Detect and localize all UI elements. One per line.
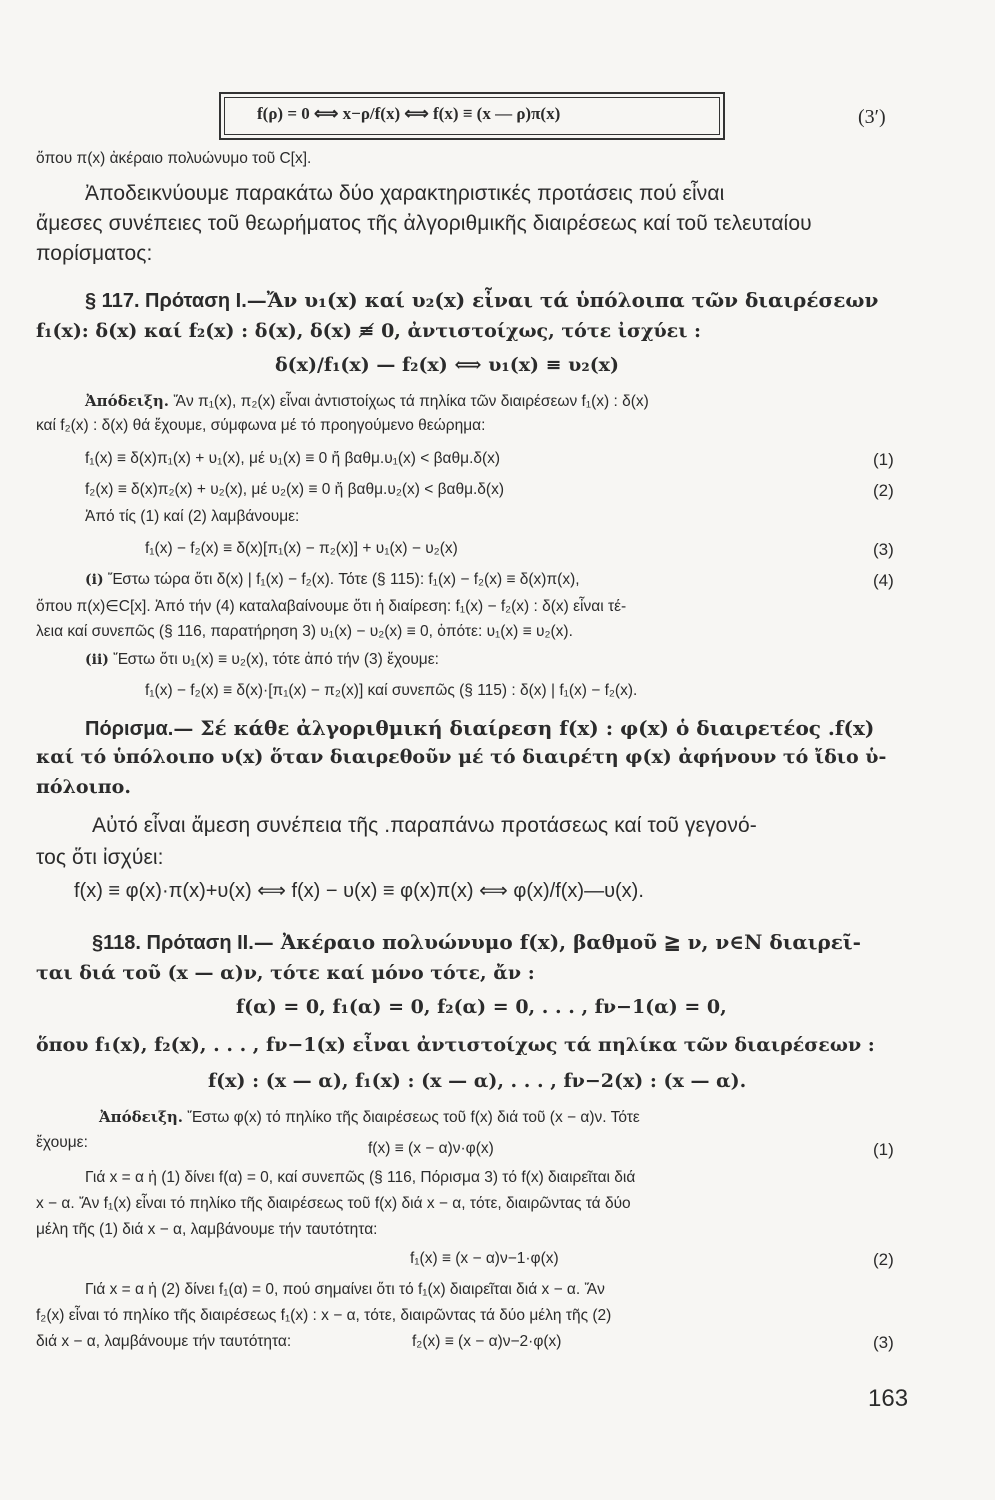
proposition-117-label: § 117. Πρόταση I. — [85, 290, 247, 312]
corollary-formula: f(x) ≡ φ(x)·π(x)+υ(x) ⟺ f(x) − υ(x) ≡ φ(x)π(x) ⟺ φ(x)/f(x)—υ(x). — [74, 880, 644, 902]
proof-1-line-2: καί f₂(x) : δ(x) θά ἔχουμε, σύμφωνα μέ τό προηγούμενο θεώρημα: — [36, 417, 486, 434]
case-i-line-1 — [85, 571, 580, 589]
corollary-remark-2: τος ὅτι ἰσχύει: — [36, 846, 164, 869]
proof-2-line-8: f₂(x) εἶναι τό πηλίκο τῆς διαιρέσεως f₁(x) : x − α, τότε, διαιρῶντας τά δύο μέλη τῆς (2) — [36, 1307, 612, 1324]
pi-definition: ὅπου π(x) ἀκέραιο πολυώνυμο τοῦ C[x]. — [36, 150, 312, 167]
case-i-label: (i) — [85, 572, 104, 588]
proposition-118-conditions: f(α) = 0, f₁(α) = 0, f₂(α) = 0, . . . , fν−1(α) = 0, — [236, 996, 727, 1018]
proposition-118-label: §118. Πρόταση II. — [92, 932, 254, 954]
proposition-117-statement: —Ἄν υ₁(x) καί υ₂(x) εἶναι τά ὑπόλοιπα τῶν διαιρέσεων — [246, 288, 879, 312]
proof-2-label: Ἀπόδειξη. — [99, 1108, 184, 1126]
case-ii-text-1: Ἔστω ὅτι υ₁(x) ≡ υ₂(x), τότε ἀπό τήν (3) ἔχουμε: — [113, 651, 439, 668]
corollary-label: Πόρισμα. — [85, 718, 174, 740]
proof-1-eq-3-no: (3) — [873, 540, 894, 559]
case-i-line-2: ὅπου π(x)∈C[x]. Ἀπό τήν (4) καταλαβαίνουμε ὅτι ἡ διαίρεση: f₁(x) − f₂(x) : δ(x) εἶναι τέ- — [36, 598, 627, 615]
corollary-line-3: πόλοιπο. — [36, 776, 131, 798]
case-ii-label: (ii) — [85, 652, 109, 668]
proof-2-line-9a: διά x − α, λαμβάνουμε τήν ταυτότητα: — [36, 1333, 292, 1350]
intro-line-3: πορίσματος: — [36, 242, 153, 265]
proposition-117-formula: δ(x)/f₁(x) — f₂(x) ⟺ υ₁(x) ≡ υ₂(x) — [275, 354, 619, 376]
proof-2-text-1: Ἔστω φ(x) τό πηλίκο τῆς διαιρέσεως τοῦ f(x) διά τοῦ (x − α)ν. Τότε — [187, 1109, 640, 1126]
intro-line-1: Ἀποδεικνύουμε παρακάτω δύο χαρακτηριστικές προτάσεις πού εἶναι — [85, 182, 725, 205]
proof-1-eq-1-no: (1) — [873, 450, 894, 469]
proof-1-eq-3: f₁(x) − f₂(x) ≡ δ(x)[π₁(x) − π₂(x)] + υ₁(x) − υ₂(x) — [145, 540, 458, 557]
boxed-formula-label: (3′) — [858, 106, 886, 128]
case-i-text-1: Ἔστω τώρα ὅτι δ(x) | f₁(x) − f₂(x). Τότε (§ 115): f₁(x) − f₂(x) ≡ δ(x)π(x), — [107, 571, 580, 588]
proposition-117-line-2: f₁(x): δ(x) καί f₂(x) : δ(x), δ(x) ≢ 0, ἀντιστοίχως, τότε ἰσχύει : — [36, 320, 702, 342]
proof-1-eq-2-no: (2) — [873, 481, 894, 500]
proposition-118-line-2: ται διά τοῦ (x — α)ν, τότε καί μόνο τότε, ἄν : — [36, 962, 535, 984]
corollary-line-1 — [85, 716, 874, 741]
case-i-line-3: λεια καί συνεπῶς (§ 116, παρατήρηση 3) υ₁(x) − υ₂(x) ≡ 0, ὁπότε: υ₁(x) ≡ υ₂(x). — [36, 623, 573, 640]
proof-2-identity-1-no: (1) — [873, 1140, 894, 1159]
proof-1-line-1 — [85, 392, 649, 411]
proposition-118-line-3: ὅπου f₁(x), f₂(x), . . . , fν−1(x) εἶναι ἀντιστοίχως τά πηλίκα τῶν διαιρέσεων : — [36, 1034, 875, 1056]
boxed-formula: f(ρ) = 0 ⟺ x−ρ/f(x) ⟺ f(x) ≡ (x — ρ)π(x) — [257, 104, 561, 123]
proposition-118-heading — [92, 930, 861, 955]
proposition-117-heading — [85, 288, 878, 313]
case-i-eq-no: (4) — [873, 571, 894, 590]
intro-line-2: ἄμεσες συνέπειες τοῦ θεωρήματος τῆς ἀλγοριθμικῆς διαιρέσεως καί τοῦ τελευταίου — [36, 212, 812, 235]
proposition-118-statement: — Ἀκέραιο πολυώνυμο f(x), βαθμοῦ ≧ ν, ν∈N διαιρεῖ- — [253, 930, 861, 954]
proof-2-line-1 — [99, 1108, 640, 1127]
proof-1-label: Ἀπόδειξη. — [85, 392, 170, 410]
proposition-118-divisions: f(x) : (x — α), f₁(x) : (x — α), . . . , fν−2(x) : (x — α). — [208, 1070, 747, 1092]
proof-2-line-4: x − α. Ἄν f₁(x) εἶναι τό πηλίκο τῆς διαιρέσεως τοῦ f(x) διά x − α, τότε, διαιρῶντας τά δύο — [36, 1195, 631, 1212]
proof-2-line-3: Γιά x = α ἡ (1) δίνει f(α) = 0, καί συνεπῶς (§ 116, Πόρισμα 3) τό f(x) διαιρεῖται διά — [85, 1169, 636, 1186]
proof-2-identity-3-no: (3) — [873, 1333, 894, 1352]
corollary-remark-1: Αὐτό εἶναι ἄμεση συνέπεια τῆς .παραπάνω προτάσεως καί τοῦ γεγονό- — [92, 814, 757, 837]
proof-2-identity-3: f₂(x) ≡ (x − α)ν−2·φ(x) — [412, 1333, 562, 1350]
proof-2-identity-2-no: (2) — [873, 1250, 894, 1269]
proof-1-text-1: Ἄν π₁(x), π₂(x) εἶναι ἀντιστοίχως τά πηλίκα τῶν διαιρέσεων f₁(x) : δ(x) — [173, 393, 649, 410]
proof-1-eq-2: f₂(x) ≡ δ(x)π₂(x) + υ₂(x), μέ υ₂(x) ≡ 0 ἤ βαθμ.υ₂(x) < βαθμ.δ(x) — [85, 481, 505, 498]
proof-1-line-3: Ἀπό τίς (1) καί (2) λαμβάνουμε: — [85, 508, 300, 525]
proof-2-line-5: μέλη τῆς (1) διά x − α, λαμβάνουμε τήν ταυτότητα: — [36, 1221, 378, 1238]
case-ii-line-2: f₁(x) − f₂(x) ≡ δ(x)·[π₁(x) − π₂(x)] καί συνεπῶς (§ 115) : δ(x) | f₁(x) − f₂(x). — [145, 682, 638, 699]
proof-2-line-7: Γιά x = α ἡ (2) δίνει f₁(α) = 0, πού σημαίνει ὅτι τό f₁(x) διαιρεῖται διά x − α. Ἄν — [85, 1281, 605, 1298]
proof-2-identity-1: f(x) ≡ (x − α)ν·φ(x) — [368, 1140, 494, 1157]
page-number: 163 — [868, 1385, 909, 1412]
corollary-line-2: καί τό ὑπόλοιπο υ(x) ὅταν διαιρεθοῦν μέ τό διαιρέτη φ(x) ἀφήνουν τό ἴδιο ὑ- — [36, 746, 887, 768]
proof-2-line-2a: ἔχουμε: — [36, 1134, 88, 1151]
proof-2-identity-2: f₁(x) ≡ (x − α)ν−1·φ(x) — [410, 1250, 559, 1267]
proof-1-eq-1: f₁(x) ≡ δ(x)π₁(x) + υ₁(x), μέ υ₁(x) ≡ 0 ἤ βαθμ.υ₁(x) < βαθμ.δ(x) — [85, 450, 501, 467]
case-ii-line-1 — [85, 651, 439, 669]
corollary-statement: — Σέ κάθε ἀλγοριθμική διαίρεση f(x) : φ(x) ὁ διαιρετέος .f(x) — [173, 716, 875, 740]
